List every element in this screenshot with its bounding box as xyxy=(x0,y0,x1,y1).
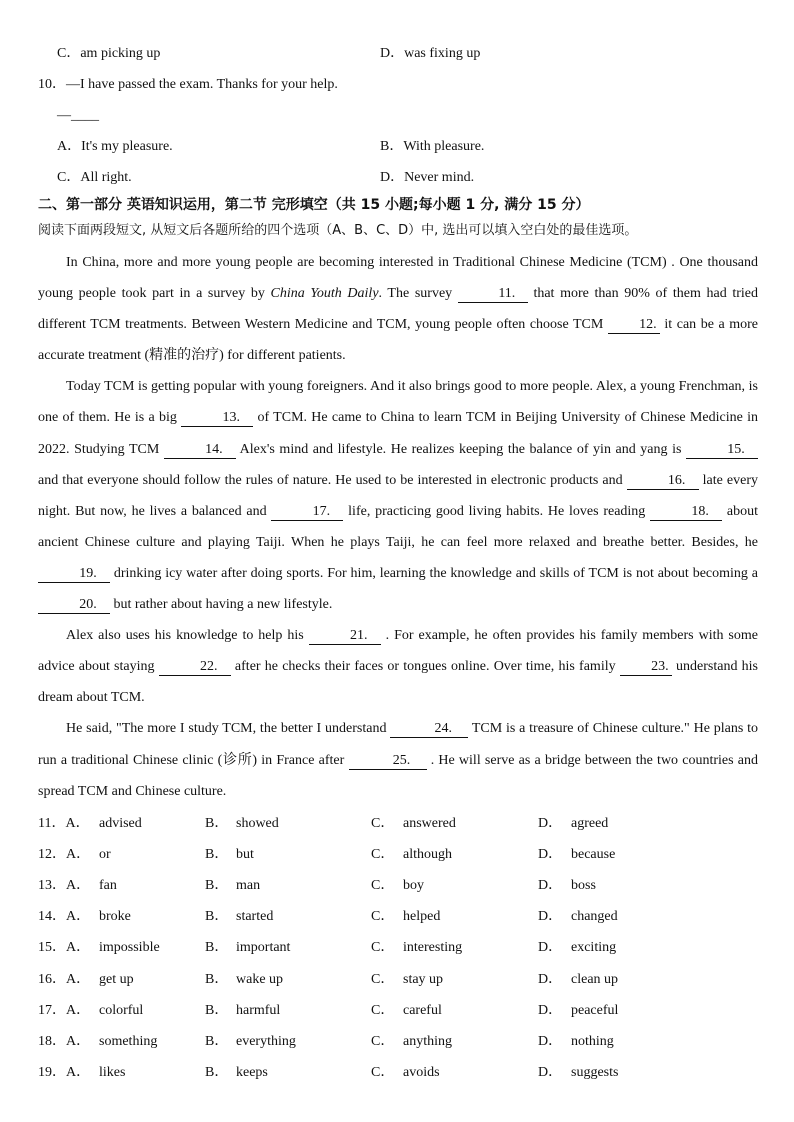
option-b: important xyxy=(236,940,291,956)
option-b-letter: B． xyxy=(205,1002,229,1018)
option-b: showed xyxy=(236,816,279,831)
option-a: something xyxy=(99,1033,158,1049)
option-d: nothing xyxy=(571,1033,614,1049)
q10-option-b: B．With pleasure. xyxy=(380,139,485,154)
option-c: stay up xyxy=(403,971,444,987)
option-b: harmful xyxy=(236,1002,281,1018)
blank-24: 24. xyxy=(390,721,468,738)
option-d-letter: D． xyxy=(538,1033,563,1049)
option-d-letter: D． xyxy=(538,1064,563,1080)
option-d: suggests xyxy=(571,1064,619,1080)
blank-19: 19. xyxy=(38,566,110,583)
option-d-letter: D． xyxy=(538,816,563,831)
option-c-letter: C． xyxy=(371,878,395,894)
choice-row xyxy=(38,814,758,834)
choice-row xyxy=(38,970,758,990)
choice-row xyxy=(38,938,758,958)
option-b-letter: B． xyxy=(205,971,229,987)
option-c: careful xyxy=(403,1002,442,1018)
option-a: broke xyxy=(99,909,131,925)
blank-16: 16. xyxy=(627,473,699,490)
option-d: agreed xyxy=(571,816,609,831)
blank-11: 11. xyxy=(458,286,528,303)
blank-18: 18. xyxy=(650,504,722,521)
blank-21: 21. xyxy=(309,628,381,645)
question-number: 16．A． xyxy=(38,971,91,987)
question-number: 14．A． xyxy=(38,909,91,925)
q9-option-d: D．was fixing up xyxy=(380,46,481,61)
cloze-passage xyxy=(38,247,758,807)
option-d-letter: D． xyxy=(538,878,563,894)
choice-row xyxy=(38,876,758,896)
option-c: helped xyxy=(403,909,441,925)
option-b: keeps xyxy=(236,1064,268,1080)
passage-paragraph-2: Today TCM is getting popular with young foreigners. And it also brings good to more people. Alex, a young Frenchman, is one of them. He is a big 13. of TCM. He came to China to learn TCM in Beijing University of Chinese Medicine in 2022. Studying TCM 14. Alex's mind and lifestyle. He realizes keeping the balance of yin and yang is 15. and that everyone should follow the rules of nature. He used to be interested in electronic products and 16. late every night. But now, he lives a balanced and 17. life, practicing good living habits. He loves reading 18. about ancient Chinese culture and playing Taiji. When he plays Taiji, he can feel more relaxed and breathe better. Besides, he 19. drinking icy water after doing sports. For him, learning the knowledge and skills of TCM is not about becoming a 20. but rather about having a new lifestyle. xyxy=(38,379,759,613)
question-number: 15．A． xyxy=(38,940,91,956)
option-a: fan xyxy=(99,878,117,894)
option-a: or xyxy=(99,847,111,863)
blank-12: 12. xyxy=(608,317,660,334)
q9-option-c: C．am picking up xyxy=(57,46,161,61)
choice-row xyxy=(38,1001,758,1021)
option-b: wake up xyxy=(236,971,284,987)
question-number: 11．A． xyxy=(38,816,90,831)
q10-question xyxy=(38,75,338,95)
option-d: changed xyxy=(571,909,618,925)
blank-23: 23. xyxy=(620,659,672,676)
option-c: although xyxy=(403,847,452,863)
q10-option-d: D．Never mind. xyxy=(380,170,475,185)
question-number: 18．A． xyxy=(38,1033,91,1049)
q10-prompt: —I have passed the exam. Thanks for your help. xyxy=(66,77,338,92)
question-number: 19．A． xyxy=(38,1064,91,1080)
blank-17: 17. xyxy=(271,504,343,521)
option-a: colorful xyxy=(99,1002,144,1018)
option-d-letter: D． xyxy=(538,1002,563,1018)
option-d: boss xyxy=(571,878,596,894)
option-b: but xyxy=(236,847,254,863)
blank-25: 25. xyxy=(349,753,427,770)
choice-row xyxy=(38,845,758,865)
choice-row xyxy=(38,1063,758,1083)
blank-22: 22. xyxy=(159,659,231,676)
option-c: boy xyxy=(403,878,424,894)
option-b-letter: B． xyxy=(205,940,229,956)
question-number: 12．A． xyxy=(38,847,91,863)
option-c-letter: C． xyxy=(371,1033,395,1049)
option-c-letter: C． xyxy=(371,847,395,863)
blank-13: 13. xyxy=(181,410,253,427)
q10-response: —____ xyxy=(57,108,99,123)
option-d: exciting xyxy=(571,940,617,956)
passage-paragraph-4: He said, "The more I study TCM, the better I understand 24. TCM is a treasure of Chinese culture." He plans to run a traditional Chinese clinic (诊所) in France after 25. . He will serve as a bridge between the two countries and spread TCM and Chinese culture. xyxy=(38,721,758,799)
source-title: China Youth Daily xyxy=(270,286,379,302)
option-c: answered xyxy=(403,816,456,831)
option-b-letter: B． xyxy=(205,1033,229,1049)
option-d-letter: D． xyxy=(538,847,563,863)
passage-paragraph-1: In China, more and more young people are becoming interested in Traditional Chinese Medicine (TCM) . One thousand young people took part in a survey by China Youth Daily. The survey 11. that more than 90% of them had tried different TCM treatments. Between Western Medicine and TCM, young people often choose TCM 12. it can be a more accurate treatment (精准的治疗) for different patients. xyxy=(38,255,758,364)
option-c-letter: C． xyxy=(371,940,395,956)
question-number: 13．A． xyxy=(38,878,91,894)
passage-paragraph-3: Alex also uses his knowledge to help his 21. . For example, he often provides his family members with some advice about staying 22. after he checks their faces or tongues online. Over time, his family 23. understand his dream about TCM. xyxy=(38,628,759,706)
q10-option-a: A．It's my pleasure. xyxy=(57,139,173,154)
option-a: impossible xyxy=(99,940,160,956)
option-a: advised xyxy=(99,816,142,831)
option-d: because xyxy=(571,847,616,863)
section-heading: 二、第一部分 英语知识运用，第二节 完形填空（共 15 小题;每小题 1 分, 满分 15 分） xyxy=(38,197,590,213)
option-b: everything xyxy=(236,1033,296,1049)
blank-20: 20. xyxy=(38,597,110,614)
q10-option-c: C．All right. xyxy=(57,170,132,185)
option-c: anything xyxy=(403,1033,452,1049)
option-b-letter: B． xyxy=(205,909,229,925)
option-c-letter: C． xyxy=(371,816,395,831)
option-c-letter: C． xyxy=(371,1002,395,1018)
option-b-letter: B． xyxy=(205,878,229,894)
option-b-letter: B． xyxy=(205,847,229,863)
option-d-letter: D． xyxy=(538,971,563,987)
option-d-letter: D． xyxy=(538,940,563,956)
option-b: man xyxy=(236,878,261,894)
option-b: started xyxy=(236,909,274,925)
option-c-letter: C． xyxy=(371,971,395,987)
choice-row xyxy=(38,1032,758,1052)
option-c-letter: C． xyxy=(371,1064,395,1080)
option-c: interesting xyxy=(403,940,463,956)
blank-15: 15. xyxy=(686,442,758,459)
question-number: 17．A． xyxy=(38,1002,91,1018)
option-a: likes xyxy=(99,1064,126,1080)
option-b-letter: B． xyxy=(205,816,229,831)
option-d: clean up xyxy=(571,971,619,987)
option-d-letter: D． xyxy=(538,909,563,925)
section-instruction: 阅读下面两段短文, 从短文后各题所给的四个选项（A、B、C、D）中, 选出可以填入空白处的最佳选项。 xyxy=(38,223,638,238)
option-d: peaceful xyxy=(571,1002,619,1018)
option-b-letter: B． xyxy=(205,1064,229,1080)
blank-14: 14. xyxy=(164,442,236,459)
option-c: avoids xyxy=(403,1064,440,1080)
q10-number: 10． xyxy=(38,77,66,92)
option-c-letter: C． xyxy=(371,909,395,925)
choice-row xyxy=(38,907,758,927)
option-a: get up xyxy=(99,971,134,987)
